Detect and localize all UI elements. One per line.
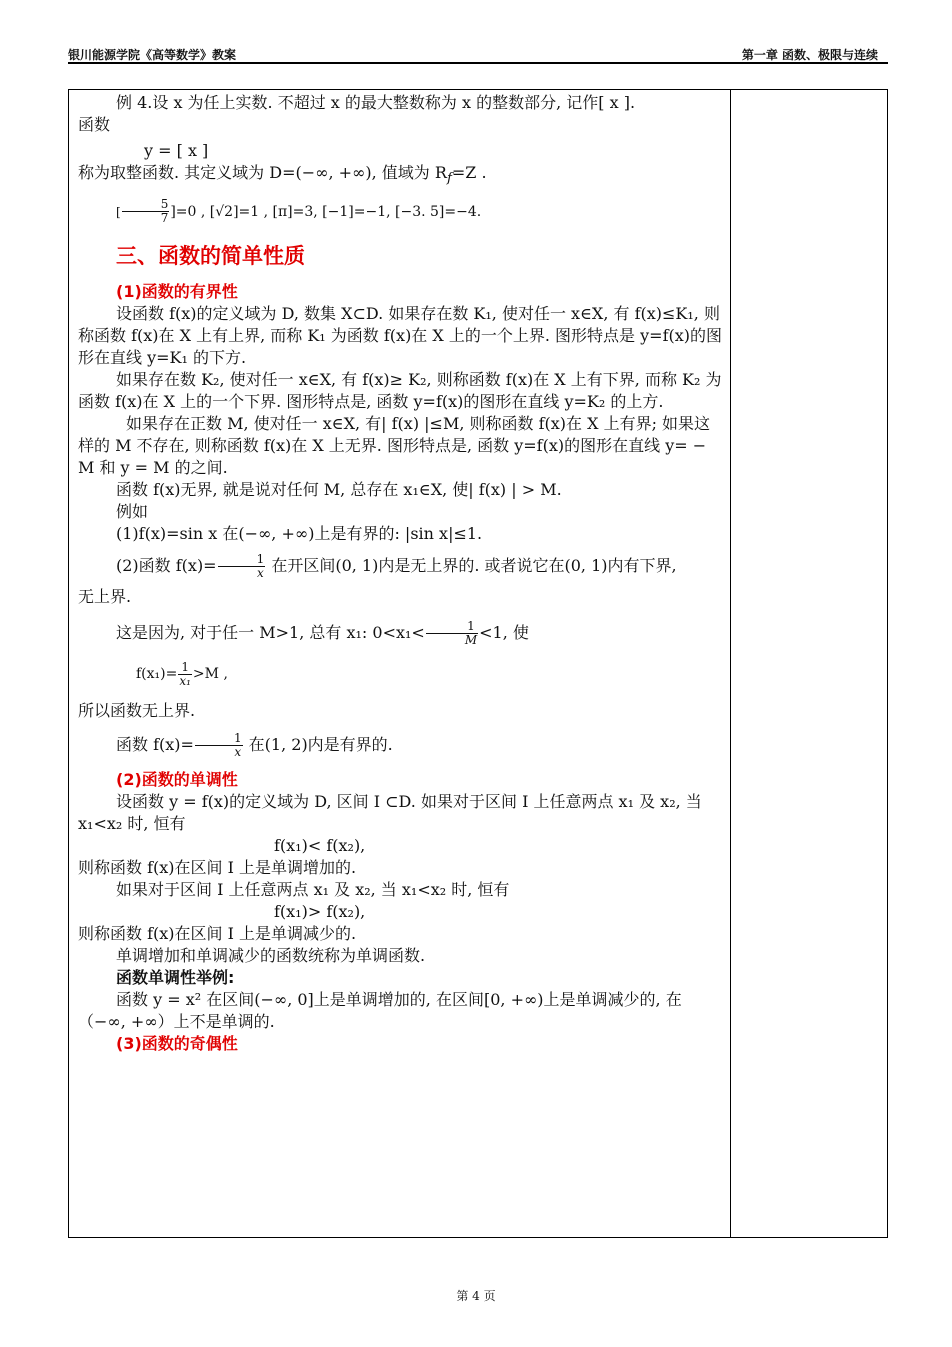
domain-text: 称为取整函数. 其定义域为 D=(−∞, +∞), 值域为 R (78, 163, 447, 182)
floor-function-examples (78, 198, 722, 225)
page-number: 第 4 页 (456, 1289, 496, 1303)
fraction-numerator: 1 (218, 553, 266, 567)
decreasing-conclusion: 则称函数 f(x)在区间 I 上是单调减少的. (78, 924, 357, 944)
margin-column-divider (730, 89, 731, 1238)
fraction-denominator: x₁ (179, 674, 191, 689)
fraction-numerator: 1 (426, 620, 478, 634)
fx1-suffix: >M , (192, 666, 228, 683)
page-header (68, 46, 888, 64)
para-decreasing-def: 如果对于区间 I 上任意两点 x₁ 及 x₂, 当 x₁<x₂ 时, 恒有 (116, 880, 510, 900)
range-subscript: f (446, 171, 452, 187)
header-course-title: 银川能源学院《高等数学》教案 (68, 48, 237, 62)
no-upper-bound: 无上界. (78, 587, 132, 607)
para-lower-bound: 如果存在数 K₂, 使对任一 x∈X, 有 f(x)≥ K₂, 则称函数 f(x)在 X 上有下界, 而称 K₂ 为函数 f(x)在 X 上的一个下界. 图形特点是, 函数 y=f(x)的图形在直线 y=K₂ 的上方. (78, 370, 722, 412)
fraction-numerator: 1 (195, 732, 243, 746)
bracket-open: [ (116, 205, 121, 220)
subsection-monotonicity: (2)函数的单调性 (116, 770, 238, 790)
monotone-summary: 单调增加和单调减少的函数统称为单调函数. (116, 946, 426, 966)
para-upper-bound: 设函数 f(x)的定义域为 D, 数集 X⊂D. 如果存在数 K₁, 使对任一 x∈X, 有 f(x)≤K₁, 则称函数 f(x)在 X 上有上界, 而称 K₁ 为函数 f(x)在 X 上的一个上界. 图形特点是 y=f(x)的图形在直线 y=K₁ 的下方. (78, 304, 723, 368)
increasing-conclusion: 则称函数 f(x)在区间 I 上是单调增加的. (78, 858, 357, 878)
para-for-example: 例如 (116, 502, 149, 522)
example-sin: (1)f(x)=sin x 在(−∞, +∞)上是有界的: |sin x|≤1. (116, 524, 483, 544)
fraction-denominator: 7 (160, 211, 169, 226)
reason-prefix: 这是因为, 对于任一 M>1, 总有 x₁: 0<x₁< (116, 623, 425, 643)
fraction-denominator: x (257, 566, 264, 581)
decreasing-inequality: f(x₁)> f(x₂), (274, 902, 366, 922)
fraction-1-x (218, 553, 266, 580)
example-4-intro: 例 4.设 x 为任上实数. 不超过 x 的最大整数称为 x 的整数部分, 记作[ x ]. (116, 93, 636, 112)
bounded-on-1-2 (78, 732, 722, 759)
header-chapter-title: 第一章 函数、极限与连续 (741, 48, 878, 62)
section-title: 三、函数的简单性质 (116, 244, 305, 269)
floor-function-formula: y = [ x ] (144, 141, 209, 160)
fraction-5-7 (122, 198, 170, 225)
para-bounded: 如果存在正数 M, 使对任一 x∈X, 有| f(x) |≤M, 则称函数 f(x)在 X 上有界; 如果这样的 M 不存在, 则称函数 f(x)在 X 上无界. 图形特点是, 函数 y=f(x)的图形在直线 y= − M 和 y = M 的之间. (78, 414, 711, 478)
no-upper-bound-conclusion: 所以函数无上界. (78, 701, 196, 721)
fraction-1-x (195, 732, 243, 759)
increasing-inequality: f(x₁)< f(x₂), (274, 836, 366, 856)
para-unbounded: 函数 f(x)无界, 就是说对任何 M, 总存在 x₁∈X, 使| f(x) | > M. (116, 480, 562, 500)
fraction-denominator: x (234, 745, 242, 760)
bounded-prefix: 函数 f(x)= (116, 735, 194, 755)
reciprocal-suffix: 在开区间(0, 1)内是无上界的. 或者说它在(0, 1)内有下界, (266, 556, 677, 576)
example-reciprocal (78, 553, 722, 580)
fx1-prefix: f(x₁)= (136, 666, 178, 683)
subsection-boundedness: (1)函数的有界性 (116, 282, 238, 302)
floor-function-domain (78, 162, 722, 190)
fraction-1-m (426, 620, 478, 647)
para-monotone-def: 设函数 y = f(x)的定义域为 D, 区间 I ⊂D. 如果对于区间 I 上任意两点 x₁ 及 x₂, 当 x₁<x₂ 时, 恒有 (78, 792, 702, 834)
example-4-function-word: 函数 (78, 115, 111, 134)
fraction-denominator: M (464, 633, 478, 648)
fraction-1-x1 (178, 661, 192, 688)
reason-suffix: <1, 使 (479, 623, 529, 643)
monotone-example-x2: 函数 y = x² 在区间(−∞, 0]上是单调增加的, 在区间[0, +∞)上是单调减少的, 在（−∞, +∞）上不是单调的. (78, 990, 682, 1032)
reason-line (78, 620, 722, 647)
lesson-content (78, 92, 722, 1055)
reciprocal-prefix: (2)函数 f(x)= (116, 556, 217, 576)
subsection-parity: (3)函数的奇偶性 (116, 1034, 238, 1054)
fraction-numerator: 1 (178, 661, 192, 675)
bounded-suffix: 在(1, 2)内是有界的. (243, 735, 393, 755)
fraction-numerator: 5 (122, 198, 170, 212)
range-end: =Z . (451, 163, 487, 182)
fx1-formula (136, 661, 722, 688)
monotone-examples-heading: 函数单调性举例: (116, 968, 235, 988)
examples-rest: ]=0 , [√2]=1 , [π]=3, [−1]=−1, [−3. 5]=−4. (170, 204, 482, 221)
